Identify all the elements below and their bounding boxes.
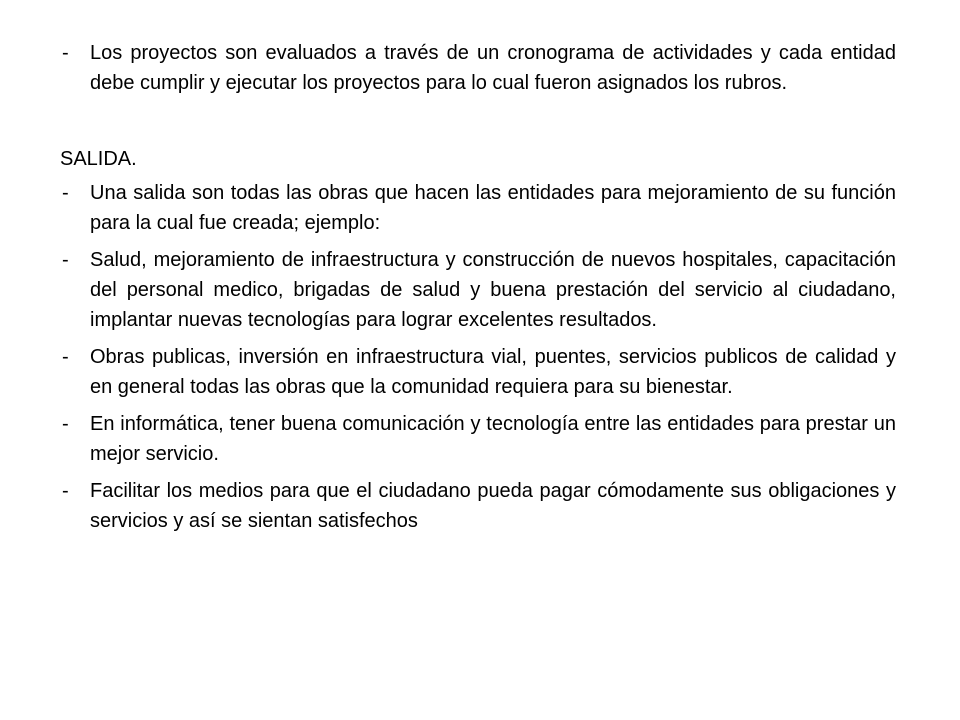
- bullet-text: Obras publicas, inversión en infraestructura vial, puentes, servicios publicos de calidad y en general todas las obras que la comunidad requiera para su bienestar.: [90, 346, 896, 398]
- section-title: SALIDA.: [60, 148, 137, 170]
- bullet-item-informatica: [60, 409, 896, 469]
- bullet-marker: -: [62, 249, 69, 271]
- bullet-item-evaluation: [60, 38, 896, 98]
- bullet-item-obras-publicas: [60, 342, 896, 402]
- bullet-item-salida-definition: [60, 178, 896, 238]
- bullet-text: Salud, mejoramiento de infraestructura y construcción de nuevos hospitales, capacitación del personal medico, brigadas de salud y buena prestación del servicio al ciudadano, implantar nuevas tecnologías para lograr excelentes resultados.: [90, 249, 896, 331]
- bullet-item-salud: [60, 245, 896, 335]
- bullet-marker: -: [62, 42, 69, 64]
- bullet-text: En informática, tener buena comunicación y tecnología entre las entidades para prestar un mejor servicio.: [90, 413, 896, 465]
- bullet-text: Los proyectos son evaluados a través de un cronograma de actividades y cada entidad debe cumplir y ejecutar los proyectos para lo cual fueron asignados los rubros.: [90, 42, 896, 94]
- bullet-text: Una salida son todas las obras que hacen las entidades para mejoramiento de su función para la cual fue creada; ejemplo:: [90, 182, 896, 234]
- slide-content: [60, 38, 896, 536]
- bullet-text: Facilitar los medios para que el ciudadano pueda pagar cómodamente sus obligaciones y servicios y así se sientan satisfechos: [90, 480, 896, 532]
- bullet-marker: -: [62, 480, 69, 502]
- bullet-marker: -: [62, 182, 69, 204]
- bullet-item-facilitar-medios: [60, 476, 896, 536]
- bullet-marker: -: [62, 413, 69, 435]
- bullet-marker: -: [62, 346, 69, 368]
